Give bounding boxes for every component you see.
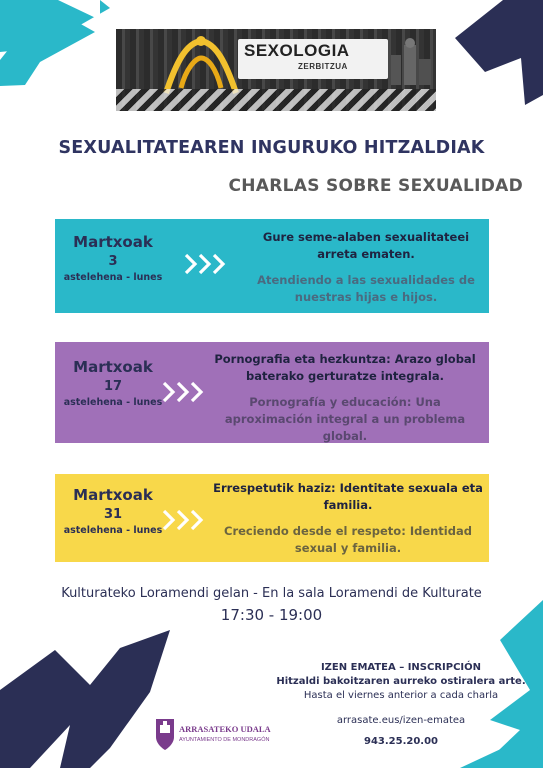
town-hall-subtitle: AYUNTAMIENTO DE MONDRAGÓN — [179, 737, 270, 743]
talk-title-basque: Gure seme-alaben sexualitateei arreta ematen. — [262, 230, 470, 261]
talk-day: 3 — [108, 254, 118, 269]
talk-card-1 — [55, 219, 489, 313]
talk-day: 31 — [103, 507, 123, 522]
banner-title: SEXOLOGIA — [244, 41, 350, 60]
talk-title-basque: Pornografia eta hezkuntza: Arazo global baterako gerturatze integrala. — [214, 352, 476, 383]
venue-text: Kulturateko Loramendi gelan - En la sala Loramendi de Kulturate — [61, 586, 482, 601]
talk-title-basque: Errespetutik haziz: Identitate sexuala eta familia. — [213, 481, 483, 512]
title-spanish: CHARLAS SOBRE SEXUALIDAD — [228, 176, 523, 196]
registration-phone[interactable]: 943.25.20.00 — [363, 736, 439, 747]
talk-text — [207, 351, 483, 445]
talk-month: Martxoak — [73, 486, 153, 504]
coat-of-arms-icon — [154, 717, 176, 751]
registration-url-link[interactable]: arrasate.eus/izen-ematea — [336, 715, 466, 726]
talk-text — [249, 229, 483, 306]
talk-title-spanish: Creciendo desde el respeto: Identidad sexual y familia. — [224, 524, 472, 555]
talk-day: 17 — [103, 379, 123, 394]
talk-weekday: astelehena - lunes — [63, 397, 163, 408]
talk-date — [55, 486, 171, 536]
triple-chevron-icon — [183, 252, 243, 276]
banner-stripes — [116, 89, 436, 111]
talk-weekday: astelehena - lunes — [63, 525, 163, 536]
talk-title-spanish: Pornografía y educación: Una aproximación integral a un problema global. — [224, 395, 466, 443]
time-text: 17:30 - 19:00 — [220, 606, 323, 624]
title-basque: SEXUALITATEAREN INGURUKO HITZALDIAK — [58, 138, 485, 158]
town-hall-name: ARRASATEKO UDALA — [179, 724, 271, 734]
talk-date — [55, 233, 171, 283]
talk-card-3 — [55, 474, 489, 562]
banner-subtitle: ZERBITZUA — [298, 62, 348, 71]
decor-top-left — [0, 0, 110, 90]
registration-deadline-basque: Hitzaldi bakoitzaren aurreko ostiralera arte. — [276, 676, 526, 687]
talk-date — [55, 358, 171, 408]
registration-deadline-spanish: Hasta el viernes anterior a cada charla — [303, 690, 499, 701]
decor-bottom-left — [0, 630, 170, 768]
triple-chevron-icon — [161, 508, 221, 532]
talk-month: Martxoak — [73, 358, 153, 376]
talk-text — [213, 480, 483, 557]
registration-heading: IZEN EMATEA – INSCRIPCIÓN — [320, 662, 482, 673]
talk-month: Martxoak — [73, 233, 153, 251]
header-banner — [116, 29, 436, 111]
talk-title-spanish: Atendiendo a las sexualidades de nuestras hijas e hijos. — [257, 273, 475, 304]
decor-top-right — [455, 0, 543, 110]
talk-card-2 — [55, 342, 489, 443]
talk-weekday: astelehena - lunes — [63, 272, 163, 283]
city-skyline-icon — [386, 35, 436, 85]
